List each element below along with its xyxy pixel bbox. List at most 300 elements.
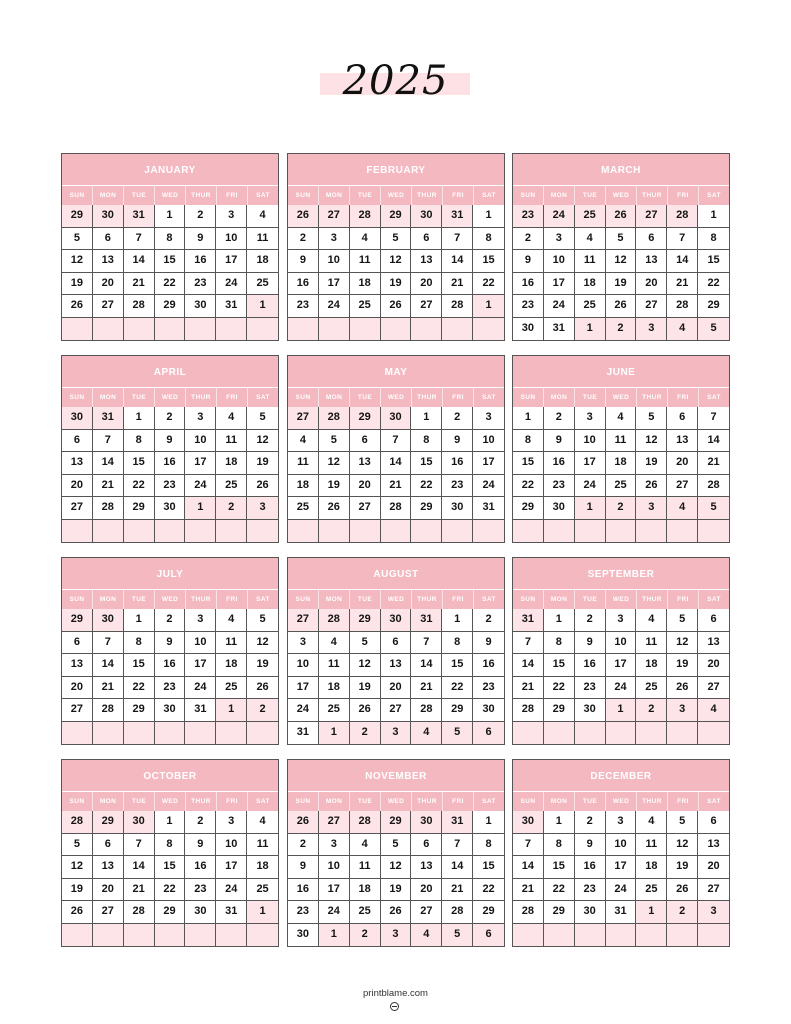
weekday-label: TUE xyxy=(349,792,380,811)
day-cell: 29 xyxy=(155,901,186,924)
day-cell: 30 xyxy=(155,699,186,722)
day-cell: 11 xyxy=(350,856,381,879)
month-title: FEBRUARY xyxy=(288,154,504,186)
weekday-label: FRI xyxy=(216,590,247,609)
day-cell: 20 xyxy=(62,475,93,498)
weekday-label: MON xyxy=(543,388,574,407)
empty-cell xyxy=(667,520,698,543)
empty-cell xyxy=(411,520,442,543)
weekday-label: SUN xyxy=(69,798,85,805)
day-cell: 22 xyxy=(513,475,544,498)
day-cell: 13 xyxy=(93,250,124,273)
day-cell: 26 xyxy=(636,475,667,498)
day-cell: 15 xyxy=(442,654,473,677)
day-cell: 26 xyxy=(381,295,412,318)
day-cell: 16 xyxy=(473,654,504,677)
day-cell: 24 xyxy=(544,295,575,318)
day-cell: 5 xyxy=(350,632,381,655)
day-cell: 4 xyxy=(247,811,278,834)
adjacent-month-day: 1 xyxy=(319,722,350,745)
day-cell: 17 xyxy=(288,677,319,700)
adjacent-month-day: 3 xyxy=(667,699,698,722)
adjacent-month-day: 27 xyxy=(288,407,319,430)
day-cell: 8 xyxy=(698,228,729,251)
day-cell: 21 xyxy=(124,879,155,902)
day-cell: 20 xyxy=(667,452,698,475)
day-cell: 11 xyxy=(606,430,637,453)
weekday-label: THUR xyxy=(185,388,216,407)
day-cell: 12 xyxy=(636,430,667,453)
day-grid xyxy=(513,407,729,542)
empty-cell xyxy=(185,722,216,745)
day-cell: 27 xyxy=(698,879,729,902)
weekday-label: THUR xyxy=(636,388,667,407)
adjacent-month-day: 30 xyxy=(62,407,93,430)
day-cell: 30 xyxy=(473,699,504,722)
day-cell: 19 xyxy=(350,677,381,700)
empty-cell xyxy=(288,520,319,543)
day-cell: 26 xyxy=(62,295,93,318)
empty-cell xyxy=(575,924,606,947)
month-title: JUNE xyxy=(513,356,729,388)
day-cell: 3 xyxy=(185,609,216,632)
day-cell: 2 xyxy=(473,609,504,632)
day-cell: 20 xyxy=(636,273,667,296)
day-cell: 25 xyxy=(636,677,667,700)
day-cell: 25 xyxy=(216,677,247,700)
day-cell: 28 xyxy=(442,901,473,924)
day-cell: 14 xyxy=(442,856,473,879)
day-cell: 8 xyxy=(473,228,504,251)
day-cell: 16 xyxy=(544,452,575,475)
empty-cell xyxy=(247,924,278,947)
weekday-label: FRI xyxy=(442,388,473,407)
empty-cell xyxy=(513,722,544,745)
adjacent-month-day: 5 xyxy=(442,722,473,745)
day-cell: 24 xyxy=(216,273,247,296)
weekday-header xyxy=(62,388,278,407)
month-march xyxy=(512,153,730,341)
day-cell: 12 xyxy=(247,632,278,655)
day-cell: 4 xyxy=(350,834,381,857)
day-cell: 25 xyxy=(575,295,606,318)
day-cell: 29 xyxy=(155,295,186,318)
day-cell: 28 xyxy=(411,699,442,722)
day-cell: 6 xyxy=(667,407,698,430)
day-cell: 22 xyxy=(698,273,729,296)
adjacent-month-day: 2 xyxy=(350,924,381,947)
empty-cell xyxy=(381,520,412,543)
empty-cell xyxy=(216,520,247,543)
empty-cell xyxy=(442,318,473,341)
weekday-label: SUN xyxy=(69,596,85,603)
empty-cell xyxy=(698,924,729,947)
weekday-label: WED xyxy=(154,186,185,205)
day-cell: 16 xyxy=(575,856,606,879)
adjacent-month-day: 27 xyxy=(319,205,350,228)
day-cell: 19 xyxy=(247,654,278,677)
day-cell: 1 xyxy=(544,811,575,834)
day-cell: 8 xyxy=(544,834,575,857)
day-cell: 2 xyxy=(185,811,216,834)
empty-cell xyxy=(62,722,93,745)
day-cell: 17 xyxy=(216,250,247,273)
month-title: MARCH xyxy=(513,154,729,186)
adjacent-month-day: 29 xyxy=(62,609,93,632)
day-cell: 25 xyxy=(319,699,350,722)
day-cell: 15 xyxy=(473,250,504,273)
day-cell: 18 xyxy=(606,452,637,475)
day-cell: 14 xyxy=(698,430,729,453)
day-cell: 3 xyxy=(473,407,504,430)
day-cell: 26 xyxy=(667,879,698,902)
day-cell: 13 xyxy=(350,452,381,475)
empty-cell xyxy=(93,924,124,947)
year-header xyxy=(0,56,791,110)
empty-cell xyxy=(62,924,93,947)
weekday-label: THUR xyxy=(636,186,667,205)
day-cell: 31 xyxy=(544,318,575,341)
day-cell: 21 xyxy=(698,452,729,475)
day-cell: 19 xyxy=(247,452,278,475)
day-cell: 14 xyxy=(667,250,698,273)
weekday-label: MON xyxy=(543,792,574,811)
day-cell: 19 xyxy=(667,654,698,677)
day-cell: 23 xyxy=(288,295,319,318)
weekday-label: SUN xyxy=(520,596,536,603)
empty-cell xyxy=(216,318,247,341)
day-cell: 21 xyxy=(667,273,698,296)
weekday-label: SUN xyxy=(295,192,311,199)
day-cell: 18 xyxy=(350,273,381,296)
day-cell: 10 xyxy=(216,228,247,251)
empty-cell xyxy=(636,520,667,543)
day-cell: 3 xyxy=(606,609,637,632)
adjacent-month-day: 3 xyxy=(247,497,278,520)
day-cell: 14 xyxy=(93,452,124,475)
day-cell: 2 xyxy=(155,609,186,632)
day-cell: 21 xyxy=(411,677,442,700)
day-cell: 30 xyxy=(544,497,575,520)
day-cell: 17 xyxy=(319,273,350,296)
day-cell: 19 xyxy=(381,879,412,902)
day-cell: 30 xyxy=(155,497,186,520)
day-grid xyxy=(513,811,729,946)
day-cell: 22 xyxy=(473,273,504,296)
empty-cell xyxy=(442,520,473,543)
day-cell: 22 xyxy=(544,879,575,902)
day-cell: 31 xyxy=(606,901,637,924)
empty-cell xyxy=(155,722,186,745)
weekday-label: THUR xyxy=(411,792,442,811)
day-cell: 4 xyxy=(350,228,381,251)
day-cell: 23 xyxy=(513,295,544,318)
day-cell: 1 xyxy=(513,407,544,430)
day-cell: 24 xyxy=(606,677,637,700)
weekday-header xyxy=(513,792,729,811)
day-cell: 20 xyxy=(698,654,729,677)
day-cell: 3 xyxy=(319,228,350,251)
month-june xyxy=(512,355,730,543)
day-grid xyxy=(288,811,504,946)
weekday-label: THUR xyxy=(411,590,442,609)
day-cell: 5 xyxy=(62,834,93,857)
day-cell: 2 xyxy=(575,609,606,632)
adjacent-month-day: 4 xyxy=(667,318,698,341)
day-cell: 28 xyxy=(513,901,544,924)
day-cell: 1 xyxy=(411,407,442,430)
empty-cell xyxy=(606,924,637,947)
day-cell: 6 xyxy=(62,632,93,655)
month-january xyxy=(61,153,279,341)
day-cell: 9 xyxy=(575,834,606,857)
day-cell: 28 xyxy=(381,497,412,520)
day-cell: 21 xyxy=(442,879,473,902)
day-cell: 13 xyxy=(411,250,442,273)
weekday-label: FRI xyxy=(442,792,473,811)
day-cell: 16 xyxy=(155,452,186,475)
empty-cell xyxy=(350,318,381,341)
empty-cell xyxy=(350,520,381,543)
day-cell: 5 xyxy=(247,609,278,632)
day-cell: 4 xyxy=(636,609,667,632)
day-cell: 12 xyxy=(381,856,412,879)
weekday-label: WED xyxy=(154,388,185,407)
day-cell: 30 xyxy=(185,295,216,318)
day-cell: 30 xyxy=(513,318,544,341)
adjacent-month-day: 2 xyxy=(667,901,698,924)
day-cell: 2 xyxy=(288,834,319,857)
day-cell: 17 xyxy=(606,654,637,677)
day-cell: 3 xyxy=(216,811,247,834)
empty-cell xyxy=(606,722,637,745)
day-cell: 1 xyxy=(155,205,186,228)
day-grid xyxy=(513,609,729,744)
adjacent-month-day: 27 xyxy=(636,205,667,228)
day-cell: 10 xyxy=(606,834,637,857)
day-cell: 20 xyxy=(93,879,124,902)
day-cell: 24 xyxy=(319,901,350,924)
weekday-label: WED xyxy=(154,590,185,609)
day-cell: 8 xyxy=(442,632,473,655)
adjacent-month-day: 30 xyxy=(93,205,124,228)
empty-cell xyxy=(636,722,667,745)
empty-cell xyxy=(93,318,124,341)
month-july xyxy=(61,557,279,745)
empty-cell xyxy=(62,318,93,341)
day-cell: 27 xyxy=(350,497,381,520)
day-cell: 8 xyxy=(155,228,186,251)
weekday-label: FRI xyxy=(667,590,698,609)
day-cell: 14 xyxy=(513,654,544,677)
day-cell: 1 xyxy=(698,205,729,228)
day-cell: 9 xyxy=(185,228,216,251)
day-cell: 7 xyxy=(124,228,155,251)
weekday-header xyxy=(62,186,278,205)
adjacent-month-day: 30 xyxy=(93,609,124,632)
day-cell: 28 xyxy=(93,497,124,520)
day-cell: 15 xyxy=(544,654,575,677)
day-cell: 11 xyxy=(216,632,247,655)
adjacent-month-day: 28 xyxy=(62,811,93,834)
day-cell: 27 xyxy=(381,699,412,722)
day-cell: 12 xyxy=(247,430,278,453)
day-cell: 14 xyxy=(411,654,442,677)
day-cell: 10 xyxy=(575,430,606,453)
day-cell: 24 xyxy=(185,677,216,700)
day-cell: 13 xyxy=(381,654,412,677)
day-cell: 18 xyxy=(575,273,606,296)
month-title: OCTOBER xyxy=(62,760,278,792)
day-cell: 26 xyxy=(247,475,278,498)
day-cell: 15 xyxy=(411,452,442,475)
day-cell: 26 xyxy=(381,901,412,924)
day-cell: 11 xyxy=(319,654,350,677)
day-cell: 1 xyxy=(473,205,504,228)
day-cell: 29 xyxy=(124,699,155,722)
day-cell: 30 xyxy=(442,497,473,520)
adjacent-month-day: 31 xyxy=(513,609,544,632)
day-cell: 4 xyxy=(319,632,350,655)
printblame-logo-icon xyxy=(390,1002,399,1011)
day-cell: 8 xyxy=(124,430,155,453)
day-cell: 17 xyxy=(473,452,504,475)
adjacent-month-day: 4 xyxy=(411,722,442,745)
day-cell: 9 xyxy=(185,834,216,857)
weekday-label: SUN xyxy=(295,596,311,603)
adjacent-month-day: 1 xyxy=(473,295,504,318)
day-cell: 3 xyxy=(319,834,350,857)
day-cell: 14 xyxy=(124,250,155,273)
day-cell: 10 xyxy=(544,250,575,273)
day-cell: 25 xyxy=(247,879,278,902)
empty-cell xyxy=(247,722,278,745)
day-cell: 20 xyxy=(411,879,442,902)
adjacent-month-day: 5 xyxy=(698,318,729,341)
day-cell: 15 xyxy=(155,250,186,273)
day-cell: 29 xyxy=(544,699,575,722)
weekday-label: FRI xyxy=(667,792,698,811)
day-cell: 29 xyxy=(473,901,504,924)
adjacent-month-day: 3 xyxy=(636,497,667,520)
day-cell: 25 xyxy=(288,497,319,520)
adjacent-month-day: 28 xyxy=(319,407,350,430)
day-cell: 7 xyxy=(381,430,412,453)
adjacent-month-day: 3 xyxy=(381,924,412,947)
weekday-label: SAT xyxy=(473,792,504,811)
day-cell: 27 xyxy=(411,295,442,318)
day-grid xyxy=(288,205,504,340)
adjacent-month-day: 31 xyxy=(124,205,155,228)
day-cell: 12 xyxy=(62,250,93,273)
adjacent-month-day: 5 xyxy=(442,924,473,947)
weekday-label: THUR xyxy=(636,590,667,609)
adjacent-month-day: 30 xyxy=(411,811,442,834)
day-cell: 24 xyxy=(606,879,637,902)
day-cell: 6 xyxy=(698,609,729,632)
weekday-label: WED xyxy=(380,792,411,811)
adjacent-month-day: 2 xyxy=(247,699,278,722)
adjacent-month-day: 29 xyxy=(62,205,93,228)
day-grid xyxy=(288,609,504,744)
day-cell: 11 xyxy=(575,250,606,273)
empty-cell xyxy=(544,924,575,947)
day-cell: 15 xyxy=(473,856,504,879)
day-cell: 22 xyxy=(124,475,155,498)
day-cell: 29 xyxy=(513,497,544,520)
weekday-label: SAT xyxy=(247,186,278,205)
day-cell: 13 xyxy=(62,452,93,475)
weekday-label: MON xyxy=(92,388,123,407)
day-cell: 29 xyxy=(442,699,473,722)
day-cell: 1 xyxy=(544,609,575,632)
weekday-label: WED xyxy=(605,186,636,205)
weekday-label: FRI xyxy=(667,186,698,205)
day-cell: 26 xyxy=(606,295,637,318)
weekday-label: TUE xyxy=(574,792,605,811)
day-cell: 7 xyxy=(411,632,442,655)
adjacent-month-day: 31 xyxy=(93,407,124,430)
day-grid xyxy=(513,205,729,340)
day-grid xyxy=(62,811,278,946)
day-cell: 24 xyxy=(216,879,247,902)
day-cell: 21 xyxy=(513,677,544,700)
day-cell: 11 xyxy=(288,452,319,475)
adjacent-month-day: 4 xyxy=(411,924,442,947)
day-cell: 25 xyxy=(636,879,667,902)
weekday-label: SAT xyxy=(698,186,729,205)
day-cell: 16 xyxy=(288,273,319,296)
weekday-label: MON xyxy=(318,590,349,609)
empty-cell xyxy=(698,520,729,543)
day-cell: 22 xyxy=(411,475,442,498)
empty-cell xyxy=(513,520,544,543)
day-cell: 27 xyxy=(62,699,93,722)
day-cell: 3 xyxy=(185,407,216,430)
weekday-label: WED xyxy=(605,388,636,407)
weekday-label: MON xyxy=(318,792,349,811)
day-cell: 25 xyxy=(350,295,381,318)
day-grid xyxy=(62,407,278,542)
day-cell: 14 xyxy=(513,856,544,879)
weekday-label: THUR xyxy=(185,590,216,609)
day-cell: 26 xyxy=(247,677,278,700)
day-cell: 17 xyxy=(185,452,216,475)
empty-cell xyxy=(575,722,606,745)
day-cell: 4 xyxy=(216,609,247,632)
day-cell: 18 xyxy=(247,856,278,879)
day-cell: 14 xyxy=(93,654,124,677)
day-cell: 31 xyxy=(473,497,504,520)
day-cell: 19 xyxy=(62,879,93,902)
day-cell: 4 xyxy=(636,811,667,834)
day-cell: 23 xyxy=(473,677,504,700)
adjacent-month-day: 6 xyxy=(473,722,504,745)
day-cell: 15 xyxy=(124,452,155,475)
month-title: NOVEMBER xyxy=(288,760,504,792)
adjacent-month-day: 25 xyxy=(575,205,606,228)
day-cell: 26 xyxy=(62,901,93,924)
day-cell: 4 xyxy=(575,228,606,251)
day-cell: 7 xyxy=(513,834,544,857)
day-cell: 11 xyxy=(216,430,247,453)
day-cell: 30 xyxy=(575,699,606,722)
adjacent-month-day: 29 xyxy=(381,811,412,834)
empty-cell xyxy=(319,318,350,341)
day-cell: 20 xyxy=(93,273,124,296)
empty-cell xyxy=(185,924,216,947)
empty-cell xyxy=(124,722,155,745)
